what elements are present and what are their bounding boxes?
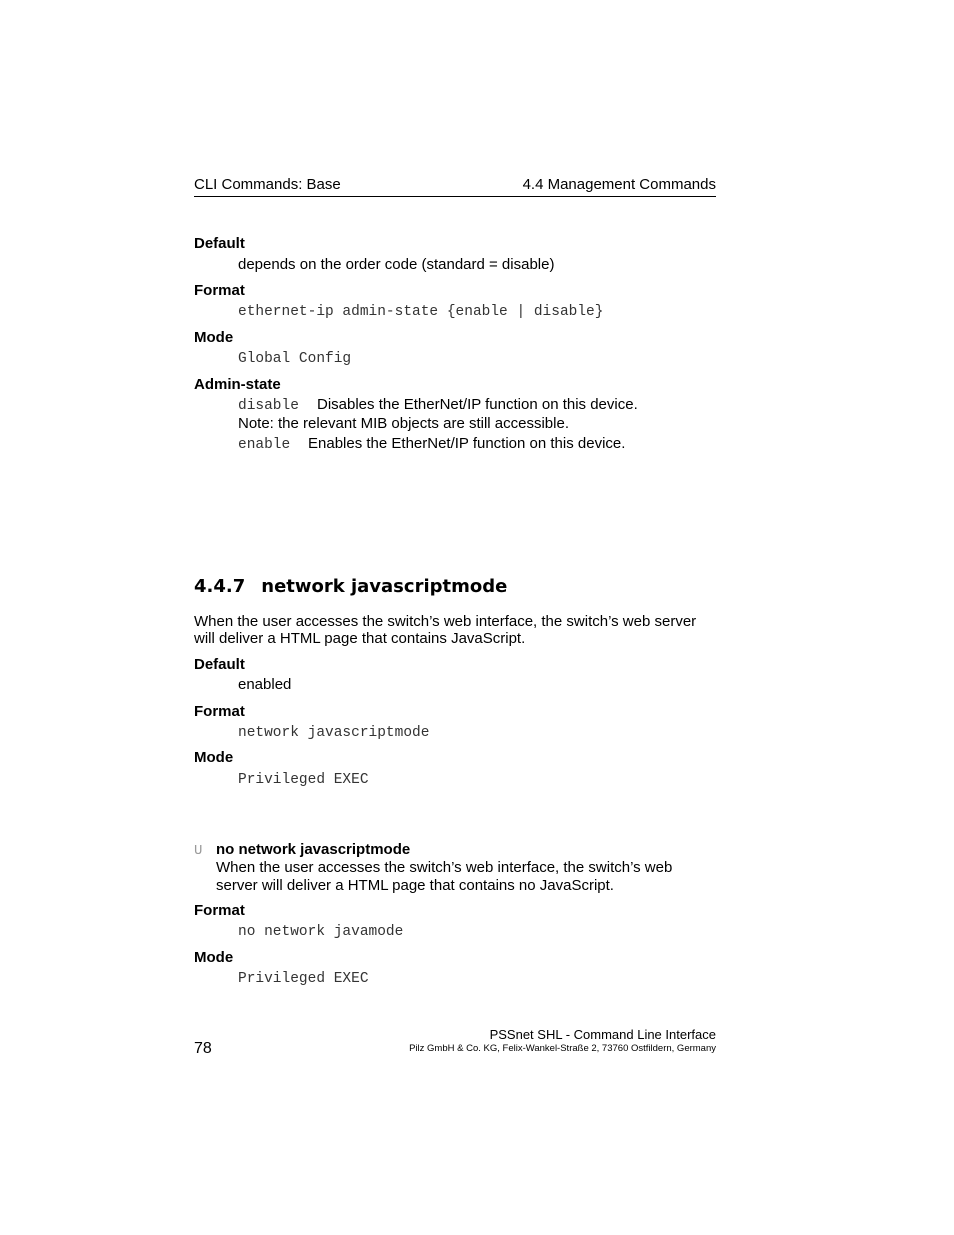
header-rule <box>194 196 716 197</box>
js-default-value: enabled <box>238 676 292 693</box>
js-format-label: Format <box>194 703 245 720</box>
no-js-title: no network javascriptmode <box>216 841 411 858</box>
default-label: Default <box>194 235 245 252</box>
page-number: 78 <box>194 1040 212 1057</box>
section-title: network javascriptmode <box>261 576 508 597</box>
intro-line-2: will deliver a HTML page that contains JavaScript. <box>194 630 526 647</box>
admin-state-label: Admin-state <box>194 376 281 393</box>
footer-product: PSSnet SHL - Command Line Interface <box>489 1027 716 1042</box>
no-js-format-label: Format <box>194 902 245 919</box>
js-default-label: Default <box>194 656 245 673</box>
format-label: Format <box>194 282 245 299</box>
header-left: CLI Commands: Base <box>194 176 341 193</box>
footer-company: Pilz GmbH & Co. KG, Felix-Wankel-Straße 2, 73760 Ostfildern, Germany <box>409 1043 716 1054</box>
mode-value: Global Config <box>238 351 352 367</box>
js-mode-label: Mode <box>194 749 234 766</box>
section-number: 4.4.7 <box>194 576 246 597</box>
disable-note: Note: the relevant MIB objects are still accessible. <box>238 415 569 432</box>
bullet-marker: U <box>194 843 203 859</box>
no-js-mode-label: Mode <box>194 949 234 966</box>
intro-line-1: When the user accesses the switch’s web interface, the switch’s web server <box>194 613 697 630</box>
disable-keyword: disable <box>238 398 299 414</box>
header-right: 4.4 Management Commands <box>522 176 716 193</box>
mode-label: Mode <box>194 329 234 346</box>
format-value: ethernet-ip admin-state {enable | disable} <box>238 304 604 320</box>
default-value: depends on the order code (standard = disable) <box>238 256 555 273</box>
no-js-format-value: no network javamode <box>238 924 404 940</box>
enable-keyword: enable <box>238 437 291 453</box>
disable-description: Disables the EtherNet/IP function on this device. <box>317 396 638 413</box>
section-heading <box>194 576 507 598</box>
no-js-mode-value: Privileged EXEC <box>238 971 369 987</box>
js-format-value: network javascriptmode <box>238 725 430 741</box>
enable-description: Enables the EtherNet/IP function on this device. <box>308 435 626 452</box>
js-mode-value: Privileged EXEC <box>238 772 369 788</box>
no-js-desc-line-1: When the user accesses the switch’s web interface, the switch’s web <box>216 859 673 876</box>
no-js-desc-line-2: server will deliver a HTML page that contains no JavaScript. <box>216 877 614 894</box>
